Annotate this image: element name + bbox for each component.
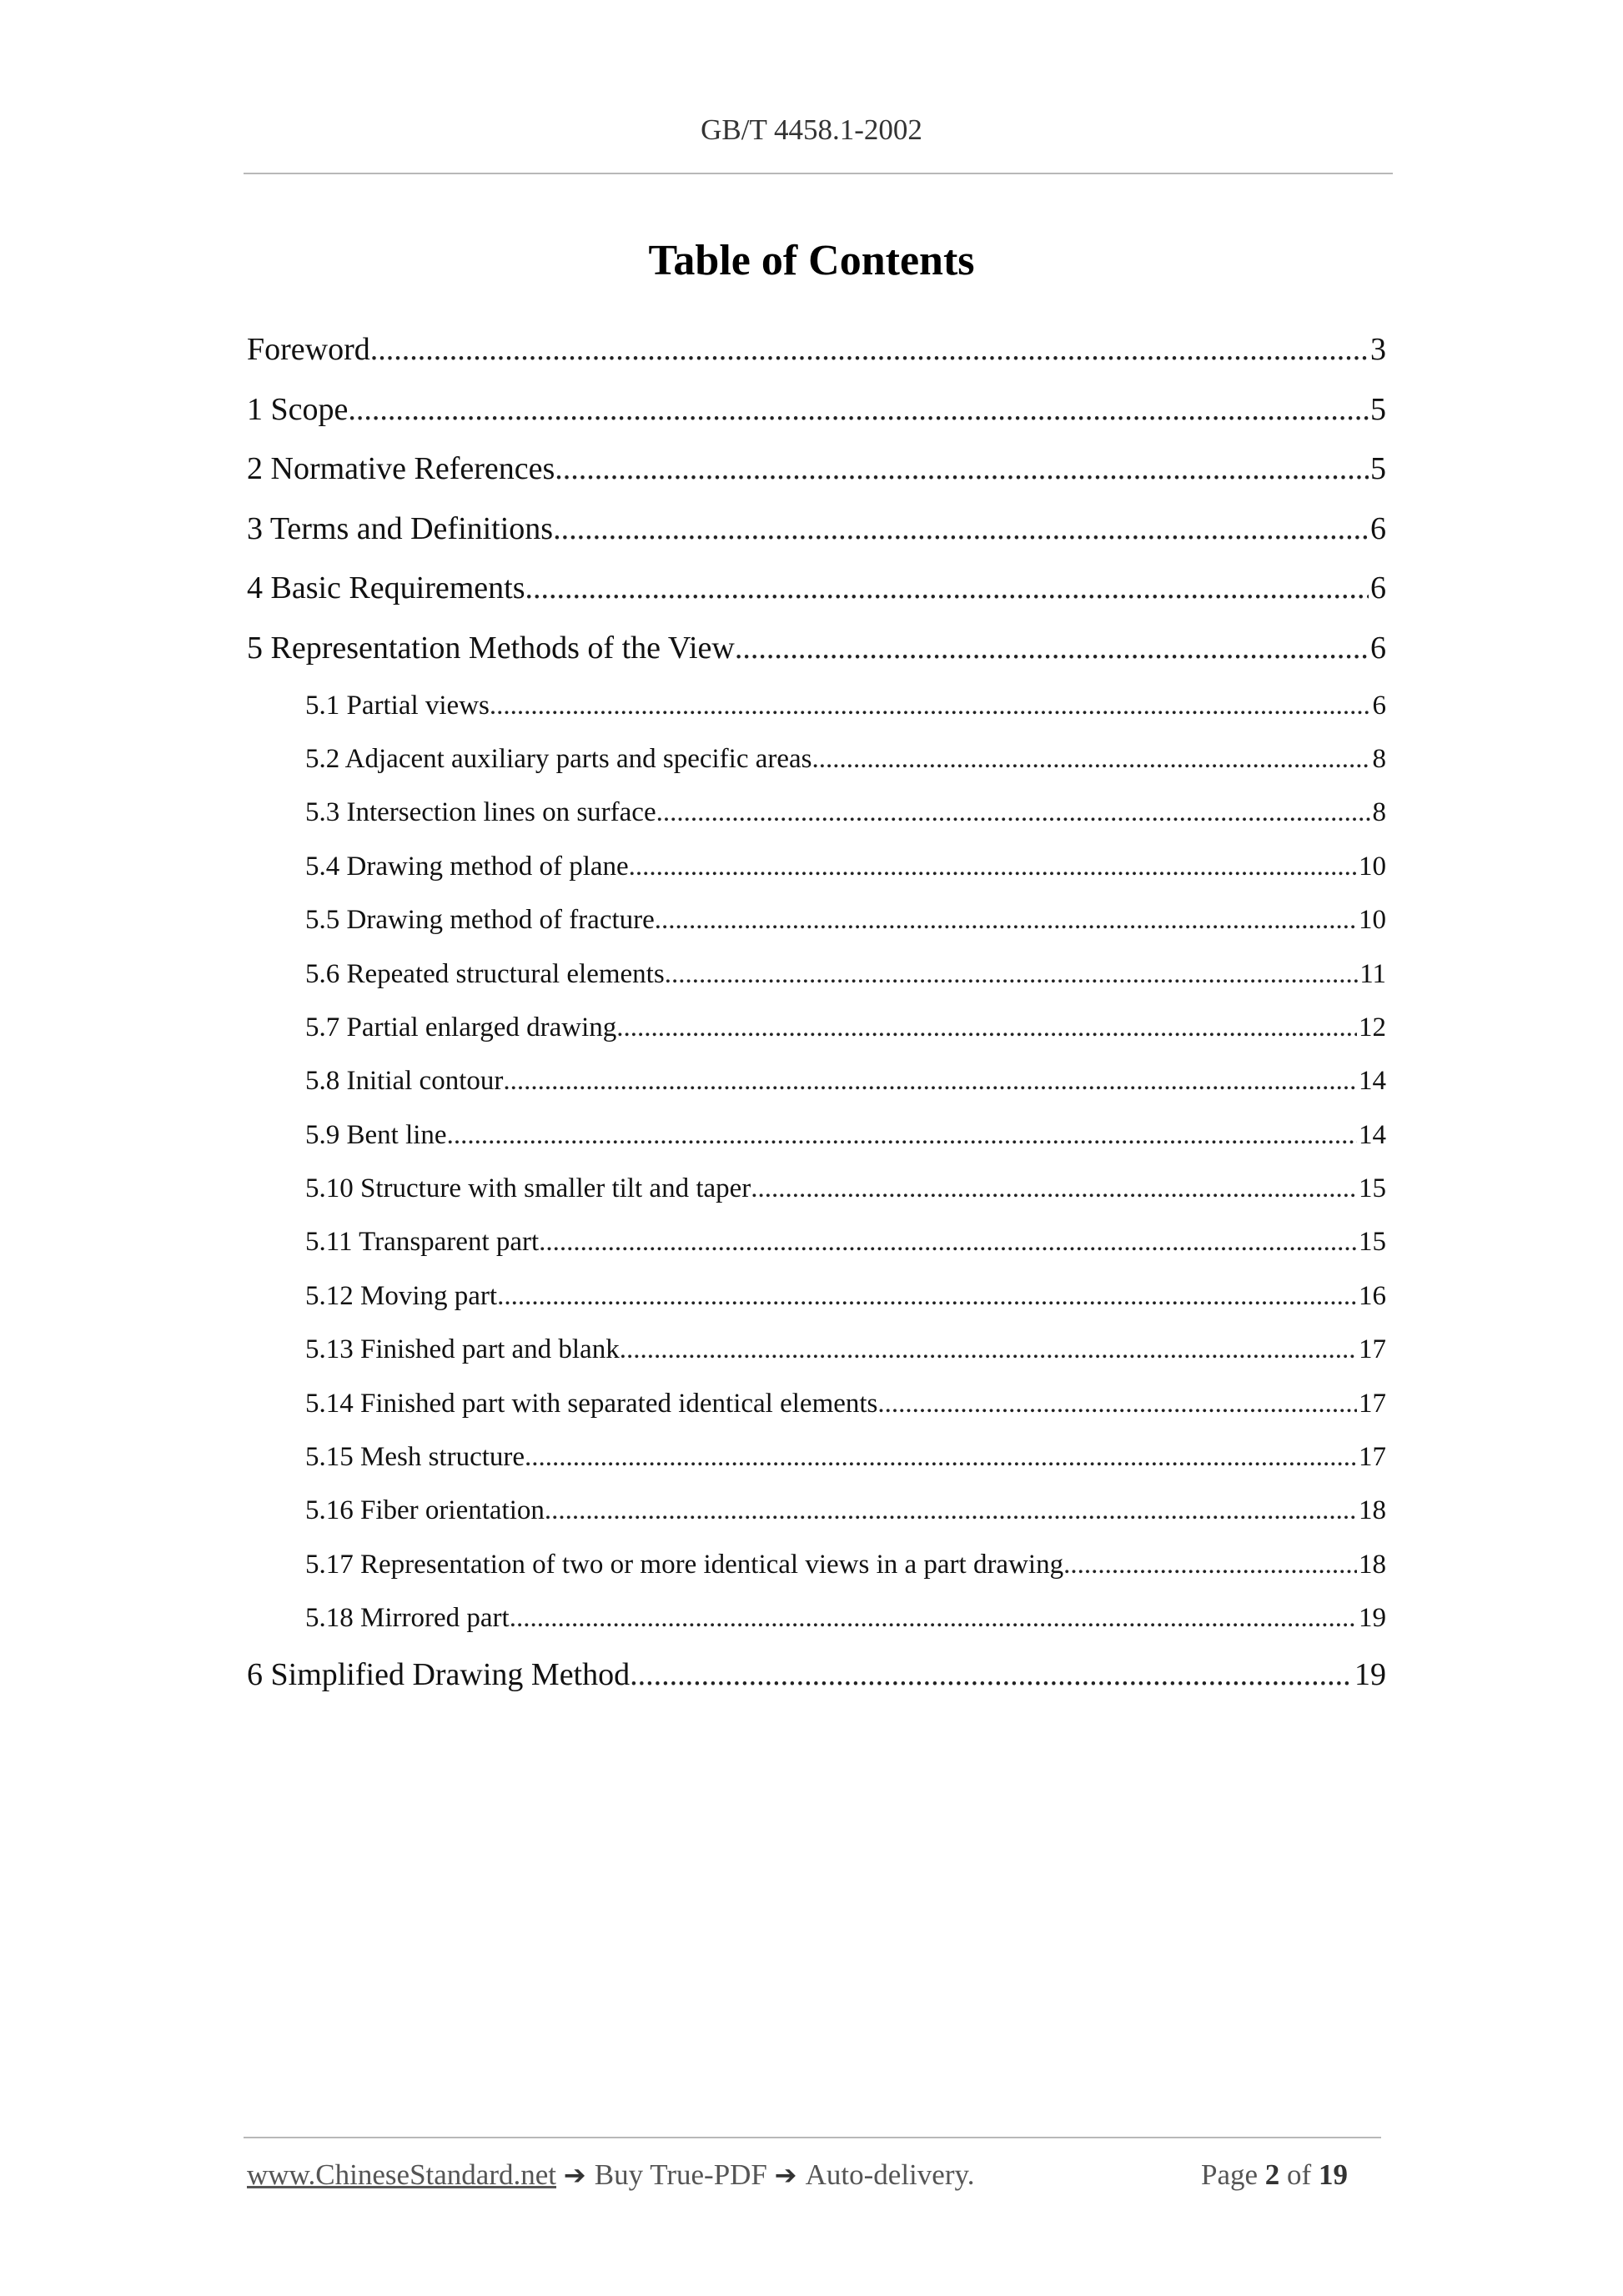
toc-entry-label: 1 Scope: [247, 391, 349, 427]
dot-leader: [630, 1645, 1353, 1706]
dot-leader: [656, 786, 1371, 839]
toc-entry-page-number: 3: [1370, 332, 1386, 367]
dot-leader: [370, 320, 1369, 380]
toc-entry-page-number: 15: [1359, 1173, 1386, 1204]
toc-entry-label: 4 Basic Requirements: [247, 570, 525, 606]
toc-entry-page-number: 17: [1359, 1334, 1386, 1365]
toc-entry-page-number: 11: [1359, 958, 1386, 989]
dot-leader: [490, 679, 1371, 732]
toc-entry-label: 5.16 Fiber orientation: [305, 1495, 545, 1526]
toc-entry-page-number: 18: [1359, 1549, 1386, 1580]
toc-entry-label: Foreword: [247, 332, 370, 367]
total-pages-number: 19: [1318, 2158, 1348, 2191]
toc-entry-label: 5.3 Intersection lines on surface: [305, 797, 656, 828]
toc-subentry[interactable]: [247, 1484, 1386, 1537]
toc-entry-label: 5.11 Transparent part: [305, 1227, 540, 1258]
toc-entry[interactable]: [247, 320, 1386, 380]
page-of-label: of: [1287, 2158, 1312, 2191]
toc-entry-page-number: 12: [1359, 1012, 1386, 1042]
toc-subentry[interactable]: [247, 1001, 1386, 1054]
toc-subentry[interactable]: [247, 1377, 1386, 1430]
page-indicator: [1201, 2158, 1348, 2192]
toc-entry[interactable]: [247, 619, 1386, 679]
toc-entry-label: 5.5 Drawing method of fracture: [305, 905, 655, 936]
toc-entry[interactable]: [247, 440, 1386, 500]
toc-entry-page-number: 6: [1370, 510, 1386, 546]
dot-leader: [539, 1215, 1357, 1269]
toc-entry-page-number: 17: [1359, 1442, 1386, 1473]
toc-title: Table of Contents: [648, 237, 975, 284]
toc-subentry[interactable]: [247, 786, 1386, 839]
arrow-right-icon: ➔: [774, 2159, 806, 2191]
toc-subentry[interactable]: [247, 679, 1386, 732]
toc-entry-page-number: 19: [1354, 1656, 1386, 1692]
toc-entry-page-number: 16: [1359, 1280, 1386, 1311]
toc-entry-page-number: 6: [1372, 690, 1386, 721]
toc-entry-label: 5.6 Repeated structural elements: [305, 958, 665, 989]
toc-subentry[interactable]: [247, 1108, 1386, 1162]
toc-entry-page-number: 6: [1370, 570, 1386, 606]
toc-entry-page-number: 8: [1372, 743, 1386, 774]
toc-subentry[interactable]: [247, 1162, 1386, 1215]
toc-entry-page-number: 10: [1359, 905, 1386, 936]
toc-subentry[interactable]: [247, 1323, 1386, 1376]
toc-entry[interactable]: [247, 380, 1386, 440]
dot-leader: [525, 559, 1369, 619]
toc-entry-label: 5.13 Finished part and blank: [305, 1334, 620, 1365]
dot-leader: [1063, 1538, 1357, 1591]
dot-leader: [510, 1591, 1357, 1645]
dot-leader: [629, 840, 1357, 893]
toc-entry-label: 5.15 Mesh structure: [305, 1442, 525, 1473]
dot-leader: [553, 500, 1369, 560]
toc-subentry[interactable]: [247, 1591, 1386, 1645]
toc-entry-label: 3 Terms and Definitions: [247, 510, 554, 546]
toc-entry-page-number: 14: [1359, 1119, 1386, 1150]
toc-entry[interactable]: [247, 500, 1386, 560]
toc-entry-page-number: 19: [1359, 1603, 1386, 1634]
dot-leader: [751, 1162, 1357, 1215]
dot-leader: [555, 440, 1369, 500]
toc-entry-label: 5.18 Mirrored part: [305, 1603, 510, 1634]
toc-entry-label: 5 Representation Methods of the View: [247, 630, 735, 666]
toc-entry-page-number: 6: [1370, 630, 1386, 666]
toc-entry-page-number: 5: [1370, 451, 1386, 487]
toc-entry[interactable]: [247, 1645, 1386, 1706]
buy-true-pdf-text: Buy True-PDF: [594, 2158, 767, 2191]
toc-entry-label: 5.4 Drawing method of plane: [305, 851, 629, 882]
toc-subentry[interactable]: [247, 1054, 1386, 1108]
toc-entry-label: 5.1 Partial views: [305, 690, 490, 721]
dot-leader: [348, 380, 1369, 440]
dot-leader: [620, 1323, 1357, 1376]
dot-leader: [497, 1269, 1357, 1323]
dot-leader: [616, 1001, 1357, 1054]
toc-entry-label: 6 Simplified Drawing Method: [247, 1656, 631, 1692]
toc-subentry[interactable]: [247, 1269, 1386, 1323]
site-link[interactable]: www.ChineseStandard.net: [247, 2158, 556, 2191]
toc-subentry[interactable]: [247, 1430, 1386, 1484]
dot-leader: [503, 1054, 1357, 1108]
toc-entry-page-number: 17: [1359, 1388, 1386, 1419]
toc-entry-label: 5.10 Structure with smaller tilt and taper: [305, 1173, 751, 1204]
toc-subentry[interactable]: [247, 732, 1386, 786]
dot-leader: [665, 947, 1359, 1001]
header-divider: [244, 173, 1393, 174]
footer-promo: [247, 2158, 974, 2192]
toc-subentry[interactable]: [247, 893, 1386, 947]
toc-entry-label: 5.14 Finished part with separated identical elements: [305, 1388, 878, 1419]
toc-entry-label: 5.9 Bent line: [305, 1119, 447, 1150]
toc-entry-page-number: 18: [1359, 1495, 1386, 1526]
auto-delivery-text: Auto-delivery.: [805, 2158, 975, 2191]
toc-entry-label: 5.12 Moving part: [305, 1280, 498, 1311]
toc-entry-page-number: 15: [1359, 1227, 1386, 1258]
dot-leader: [812, 732, 1371, 786]
toc-subentry[interactable]: [247, 1215, 1386, 1269]
dot-leader: [447, 1108, 1357, 1162]
toc-entry-label: 5.8 Initial contour: [305, 1066, 504, 1097]
document-header-id: GB/T 4458.1-2002: [701, 113, 922, 146]
toc-entry-label: 2 Normative References: [247, 451, 555, 487]
toc-list: [247, 320, 1386, 1705]
arrow-right-icon: ➔: [563, 2159, 595, 2191]
dot-leader: [877, 1377, 1357, 1430]
toc-entry-label: 5.2 Adjacent auxiliary parts and specific areas: [305, 743, 812, 774]
toc-subentry[interactable]: [247, 1538, 1386, 1591]
dot-leader: [525, 1430, 1357, 1484]
toc-entry-label: 5.7 Partial enlarged drawing: [305, 1012, 617, 1042]
current-page-number: 2: [1264, 2158, 1280, 2191]
footer-divider: [244, 2137, 1381, 2138]
toc-entry-page-number: 8: [1372, 797, 1386, 828]
toc-entry[interactable]: [247, 559, 1386, 619]
dot-leader: [655, 893, 1357, 947]
dot-leader: [545, 1484, 1357, 1537]
page-label: Page: [1201, 2158, 1259, 2191]
toc-entry-page-number: 10: [1359, 851, 1386, 882]
toc-subentry[interactable]: [247, 947, 1386, 1001]
toc-entry-page-number: 5: [1370, 391, 1386, 427]
dot-leader: [735, 619, 1369, 679]
toc-subentry[interactable]: [247, 840, 1386, 893]
toc-entry-label: 5.17 Representation of two or more identical views in a part drawing: [305, 1549, 1064, 1580]
toc-entry-page-number: 14: [1359, 1066, 1386, 1097]
